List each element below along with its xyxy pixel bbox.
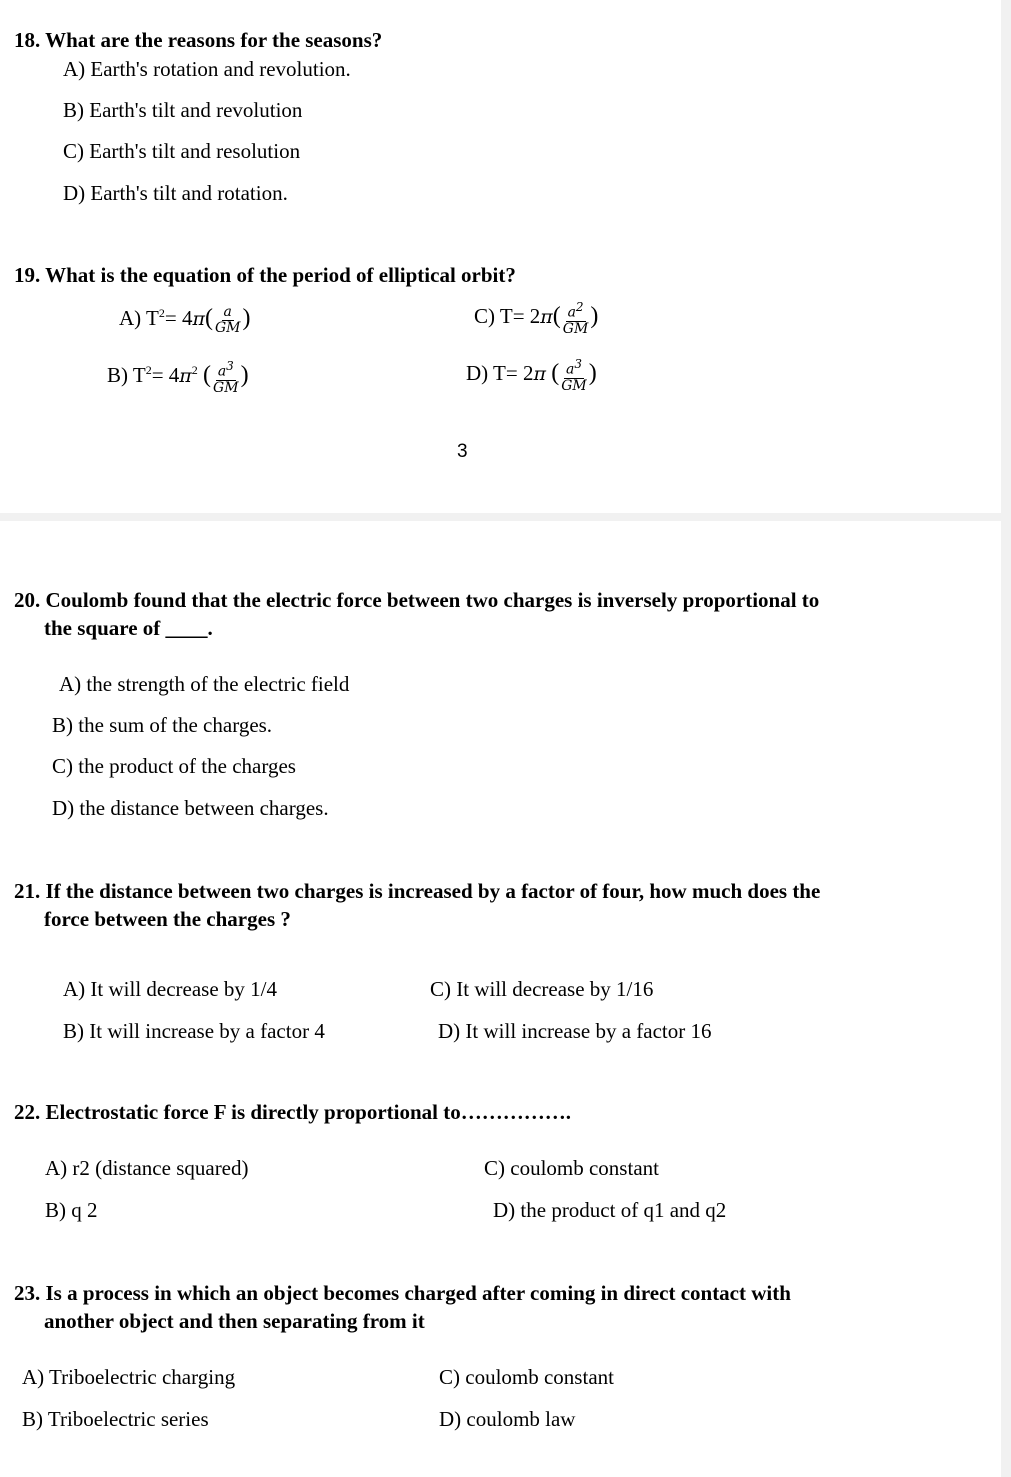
q18-option-c: C) Earth's tilt and resolution [63,139,301,163]
q19-option-d: D) T= 2π ( $\frac{a^3}{GM}$ ) [466,357,597,394]
q19-b-fraction: $\frac{a^3}{GM}$ [213,358,239,396]
q19-d-label: D) [466,361,489,386]
q19-c-pi: π [540,306,553,329]
q21-option-a: A) It will decrease by 1/4 [63,977,278,1001]
q23-option-b: B) Triboelectric series [22,1407,209,1431]
page-number: 3 [457,441,468,462]
question-22: 22. Electrostatic force F is directly proportional to……………. [14,1100,571,1124]
q19-a-fraction: $\frac{a}{GM}$ [214,303,241,336]
question-18: 18. What are the reasons for the seasons? [14,28,383,52]
q21-option-d: D) It will increase by a factor 16 [438,1019,712,1043]
q18-option-a: A) Earth's rotation and revolution. [63,57,351,81]
q19-a-exp: 2 [158,306,165,320]
q19-a-pi: π [192,308,205,330]
question-20-line-1: 20. Coulomb found that the electric force between two charges is inversely proportional to [14,588,820,612]
q22-option-d: D) the product of q1 and q2 [493,1198,727,1222]
q18-option-b: B) Earth's tilt and revolution [63,98,303,122]
q23-option-a: A) Triboelectric charging [22,1365,236,1389]
q19-b-lhs: T [132,363,146,387]
q20-option-b: B) the sum of the charges. [52,713,273,737]
q19-a-lhs: T [146,306,159,330]
q19-c-label: C) [474,304,495,329]
q21-option-b: B) It will increase by a factor 4 [63,1019,325,1043]
question-21-line-2: force between the charges ? [44,907,291,931]
q23-option-c: C) coulomb constant [439,1365,614,1389]
q23-option-d: D) coulomb law [439,1407,576,1431]
q19-c-lhs: T= 2 [499,304,541,329]
q19-option-a: A) $T^2= 4\pi$( $\frac{a}{GM}$ ) [119,303,251,336]
question-20-line-2: the square of ____. [44,616,213,640]
q19-a-eq: = 4 [164,306,193,330]
question-21-line-1: 21. If the distance between two charges is increased by a factor of four, how much does the [14,879,821,903]
q18-option-d: D) Earth's tilt and rotation. [63,181,288,205]
q22-option-b: B) q 2 [45,1198,98,1222]
q19-option-c: C) T= 2π( $\frac{a^2}{GM}$ ) [474,300,599,337]
page-2 [0,521,1001,1477]
q19-b-eq: = 4 [151,363,180,387]
q19-d-fraction: $\frac{a^3}{GM}$ [561,357,587,394]
q19-d-pi: π [533,363,546,386]
question-23-line-2: another object and then separating from it [44,1309,425,1333]
q19-a-label: A) [119,306,142,330]
q19-d-lhs: T= 2 [493,361,534,386]
q20-option-a: A) the strength of the electric field [59,672,350,696]
q19-b-pi: π [179,365,192,387]
q20-option-c: C) the product of the charges [52,754,296,778]
q21-option-c: C) It will decrease by 1/16 [430,977,654,1001]
q19-b-exp: 2 [145,363,152,377]
q19-b-pi-exp: 2 [191,363,198,377]
q19-b-label: B) [107,363,128,387]
q19-option-b: B) $T^2= 4\pi^2$ ( $\frac{a^3}{GM}$ ) [107,358,249,396]
q20-option-d: D) the distance between charges. [52,796,329,820]
page-1 [0,0,1001,513]
q22-option-a: A) r2 (distance squared) [45,1156,249,1180]
question-19: 19. What is the equation of the period of elliptical orbit? [14,263,516,287]
q19-c-fraction: $\frac{a^2}{GM}$ [562,300,589,337]
q22-option-c: C) coulomb constant [484,1156,659,1180]
question-23-line-1: 23. Is a process in which an object becomes charged after coming in direct contact with [14,1281,791,1305]
